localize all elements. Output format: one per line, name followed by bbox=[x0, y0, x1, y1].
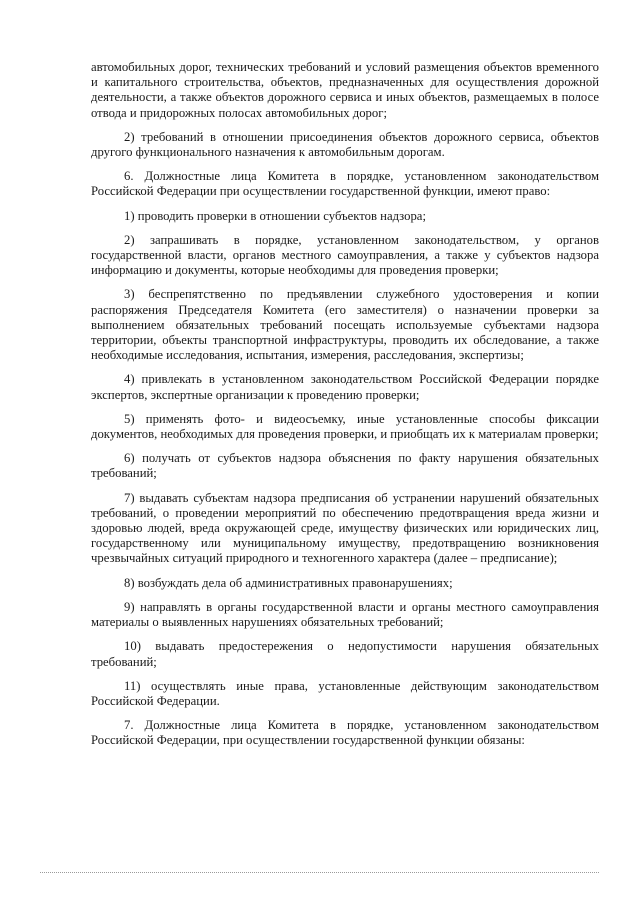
paragraph-right-6: 6) получать от субъектов надзора объяснения по факту нарушения обязательных требований; bbox=[91, 451, 599, 481]
paragraph-right-8: 8) возбуждать дела об административных правонарушениях; bbox=[124, 575, 453, 590]
paragraph-section-7: 7. Должностные лица Комитета в порядке, установленном законодательством Российской Федерации, при осуществлении государственной функции обязаны: bbox=[91, 718, 599, 748]
paragraph-right-5: 5) применять фото- и видеосъемку, иные установленные способы фиксации документов, необходимых для проведения проверки, и приобщать их к материалам проверки; bbox=[91, 411, 599, 442]
paragraph-section-6: 6. Должностные лица Комитета в порядке, установленном законодательством Российской Федерации при осуществлении государственной функции, имеют право: bbox=[91, 169, 599, 199]
paragraph-right-2: 2) запрашивать в порядке, установленном законодательством, у органов государственной власти, органов местного самоуправления, а также у субъектов надзора информацию и документы, которые необходимы для проведения проверки; bbox=[91, 232, 599, 278]
paragraph-right-10: 10) выдавать предостережения о недопустимости нарушения обязательных требований; bbox=[91, 639, 599, 669]
page-bottom-rule bbox=[40, 872, 599, 873]
paragraph-right-4: 4) привлекать в установленном законодательством Российской Федерации порядке экспертов, экспертные организации к проведению проверки; bbox=[91, 372, 599, 402]
paragraph-right-9: 9) направлять в органы государственной власти и органы местного самоуправления материалы о выявленных нарушениях обязательных требований; bbox=[91, 599, 599, 630]
paragraph-right-3: 3) беспрепятственно по предъявлении служебного удостоверения и копии распоряжения Председателя Комитета (его заместителя) о назначении проверки за выполнением обязательных требований посещать используемые субъектами надзора территории, объекты транспортной инфраструктуры, проводить их обследование, а также необходимые исследования, испытания, измерения, расследования, экспертизы; bbox=[91, 287, 599, 363]
paragraph-right-7: 7) выдавать субъектам надзора предписания об устранении нарушений обязательных требований, о проведении мероприятий по обеспечению предотвращения вреда жизни и здоровью людей, вреда окружающей среде, имуществу физических или юридических лиц, государственному или муниципальному имуществу, предотвращению возникновения чрезвычайных ситуаций природного и техногенного характера (далее – предписание); bbox=[91, 490, 599, 566]
paragraph-continuation: автомобильных дорог, технических требований и условий размещения объектов временного и капитального строительства, объектов, предназначенных для осуществления дорожной деятельности, а также объектов дорожного сервиса и иных объектов, размещаемых в полосе отвода и придорожных полосах автомобильных дорог; bbox=[91, 60, 599, 120]
paragraph-right-1: 1) проводить проверки в отношении субъектов надзора; bbox=[124, 208, 426, 223]
paragraph-item-2: 2) требований в отношении присоединения объектов дорожного сервиса, объектов другого функционального назначения к автомобильным дорогам. bbox=[91, 129, 599, 160]
paragraph-right-11: 11) осуществлять иные права, установленные действующим законодательством Российской Федерации. bbox=[91, 678, 599, 708]
